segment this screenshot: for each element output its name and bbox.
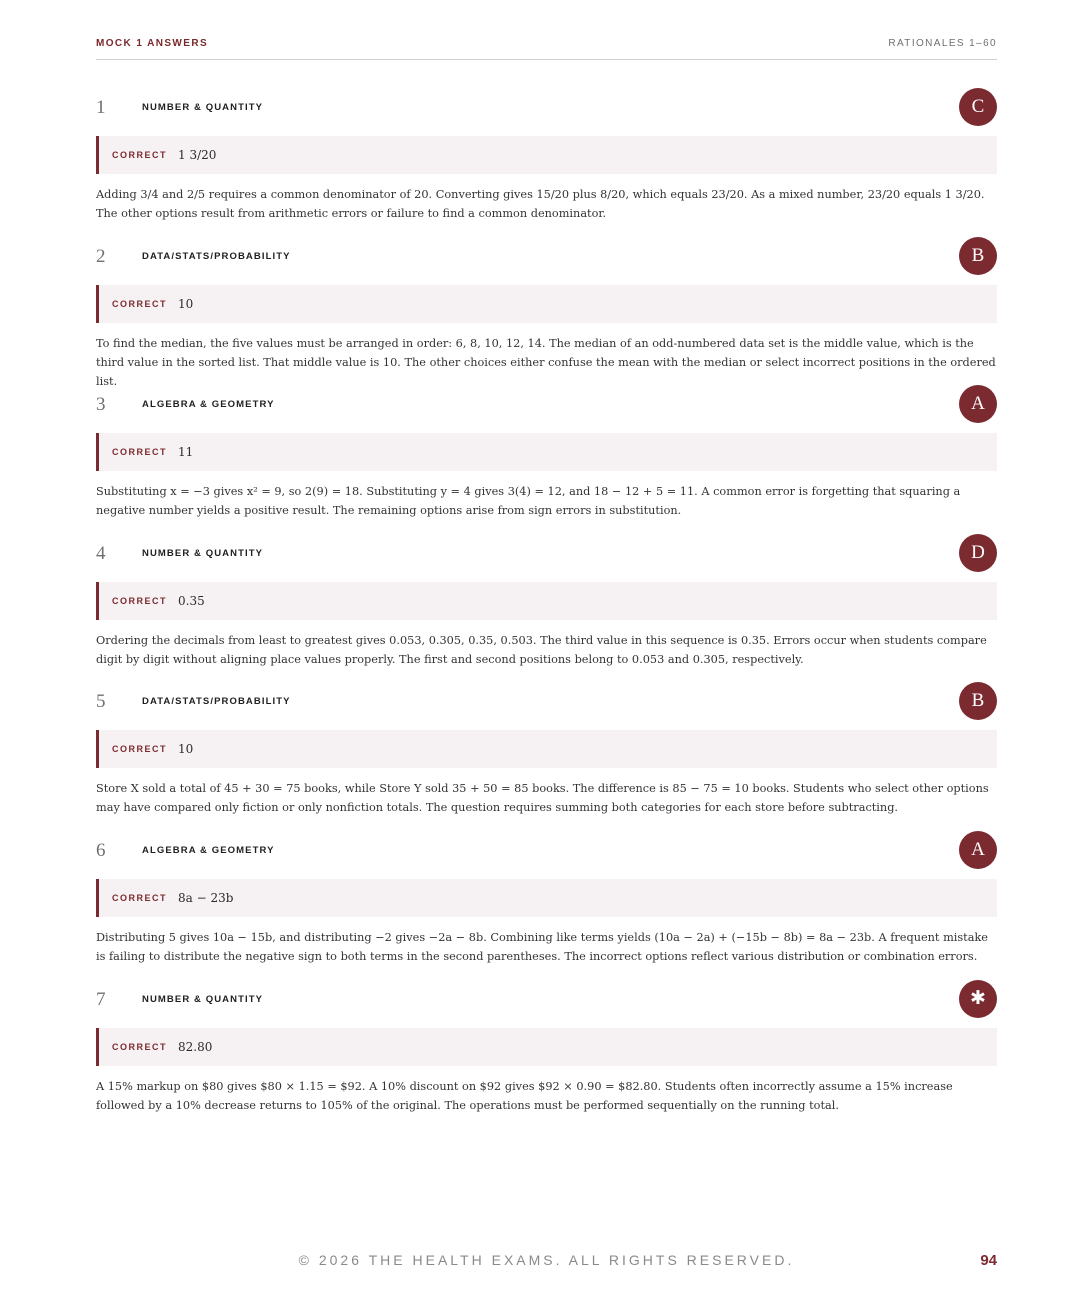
correct-label: CORRECT <box>112 150 167 160</box>
page-number: 94 <box>980 1252 997 1269</box>
question-item <box>96 385 997 534</box>
question-category: NUMBER & QUANTITY <box>142 102 264 113</box>
correct-label: CORRECT <box>112 298 167 309</box>
question-category: NUMBER & QUANTITY <box>142 547 264 559</box>
correct-value: 11 <box>178 445 194 460</box>
correct-value: 0.35 <box>178 593 205 608</box>
correct-answer-box <box>96 879 997 917</box>
correct-value: 82.80 <box>178 1039 213 1054</box>
question-item <box>96 682 997 831</box>
question-header <box>96 831 997 871</box>
question-number: 4 <box>96 542 106 564</box>
answer-badge: B <box>959 237 997 275</box>
correct-label: CORRECT <box>112 595 167 606</box>
rationale-text: A 15% markup on $80 gives $80 × 1.15 = $92. A 10% discount on $92 gives $92 × 0.90 = $82.80. Students often incorrectly assume a 15% increase followed by a 10% decrease returns to 105% of the original. The operations must be performed sequentially on the running total. <box>96 1079 953 1112</box>
question-item <box>96 88 997 237</box>
correct-answer-box <box>96 730 997 768</box>
answer-badge: ✱ <box>959 980 997 1018</box>
question-header <box>96 237 997 277</box>
question-category: ALGEBRA & GEOMETRY <box>142 844 275 856</box>
page-footer <box>96 1252 997 1272</box>
question-header <box>96 980 997 1020</box>
rationale-text: Distributing 5 gives 10a − 15b, and distributing −2 gives −2a − 8b. Combining like terms yields (10a − 2a) + (−15b − 8b) = 8a − 23b. A frequent mistake is failing to distribute the negative sign to both terms in the second parentheses. The incorrect options reflect various distribution or combination errors. <box>96 930 988 963</box>
question-item <box>96 237 997 386</box>
question-header <box>96 385 997 425</box>
answer-badge: D <box>959 534 997 572</box>
question-number: 7 <box>96 988 106 1010</box>
rationales-range: RATIONALES 1–60 <box>888 38 997 49</box>
question-category: DATA/STATS/PROBABILITY <box>142 250 291 262</box>
correct-answer-box <box>96 582 997 620</box>
rationale-text: Adding 3/4 and 2/5 requires a common denominator of 20. Converting gives 15/20 plus 8/20, which equals 23/20. As a mixed number, 23/20 equals 1 3/20. The other options result from arithmetic errors or failure to find a common denominator. <box>96 188 985 220</box>
correct-label: CORRECT <box>112 744 167 755</box>
correct-value: 10 <box>178 296 194 311</box>
question-item <box>96 831 997 980</box>
copyright-notice: © 2026 THE HEALTH EXAMS. ALL RIGHTS RESERVED. <box>298 1252 795 1268</box>
question-number: 6 <box>96 839 106 861</box>
question-category: ALGEBRA & GEOMETRY <box>142 399 275 411</box>
question-number: 1 <box>96 97 106 118</box>
correct-answer-box <box>96 136 997 174</box>
answer-badge: B <box>959 682 997 720</box>
rationale-text: To find the median, the five values must be arranged in order: 6, 8, 10, 12, 14. The median of an odd-numbered data set is the middle value, which is the third value in the sorted list. That middle value is 10. The other choices either confuse the mean with the median or select incorrect positions in the ordered list. <box>96 336 996 388</box>
correct-value: 8a − 23b <box>178 890 234 905</box>
questions-list <box>96 88 997 1128</box>
question-category: NUMBER & QUANTITY <box>142 993 264 1005</box>
question-category: DATA/STATS/PROBABILITY <box>142 696 291 708</box>
correct-value: 10 <box>178 742 194 757</box>
page-header <box>96 38 997 60</box>
correct-answer-box <box>96 285 997 323</box>
correct-value: 1 3/20 <box>178 148 217 162</box>
correct-label: CORRECT <box>112 1041 167 1052</box>
correct-answer-box <box>96 1028 997 1066</box>
question-number: 2 <box>96 245 106 267</box>
question-number: 5 <box>96 691 106 713</box>
question-header <box>96 682 997 722</box>
rationale-text: Ordering the decimals from least to greatest gives 0.053, 0.305, 0.35, 0.503. The third value in this sequence is 0.35. Errors occur when students compare digit by digit without aligning place values properly. The first and second positions belong to 0.053 and 0.305, respectively. <box>96 633 987 666</box>
answer-badge: A <box>959 385 997 423</box>
answer-badge: A <box>959 831 997 869</box>
document-section-title: MOCK 1 ANSWERS <box>96 38 209 49</box>
correct-label: CORRECT <box>112 447 167 458</box>
question-item <box>96 980 997 1129</box>
rationale-text: Store X sold a total of 45 + 30 = 75 books, while Store Y sold 35 + 50 = 85 books. The difference is 85 − 75 = 10 books. Students who select other options may have compared only fiction or only nonfiction totals. The question requires summing both categories for each store before subtracting. <box>96 782 989 815</box>
answer-badge: C <box>959 88 997 126</box>
question-header <box>96 88 997 128</box>
rationale-text: Substituting x = −3 gives x² = 9, so 2(9) = 18. Substituting y = 4 gives 3(4) = 12, and 18 − 12 + 5 = 11. A common error is forgetting that squaring a negative number yields a positive result. The remaining options arise from sign errors in substitution. <box>96 485 961 518</box>
question-number: 3 <box>96 394 106 416</box>
correct-label: CORRECT <box>112 892 167 903</box>
question-header <box>96 534 997 574</box>
correct-answer-box <box>96 433 997 471</box>
question-item <box>96 534 997 683</box>
